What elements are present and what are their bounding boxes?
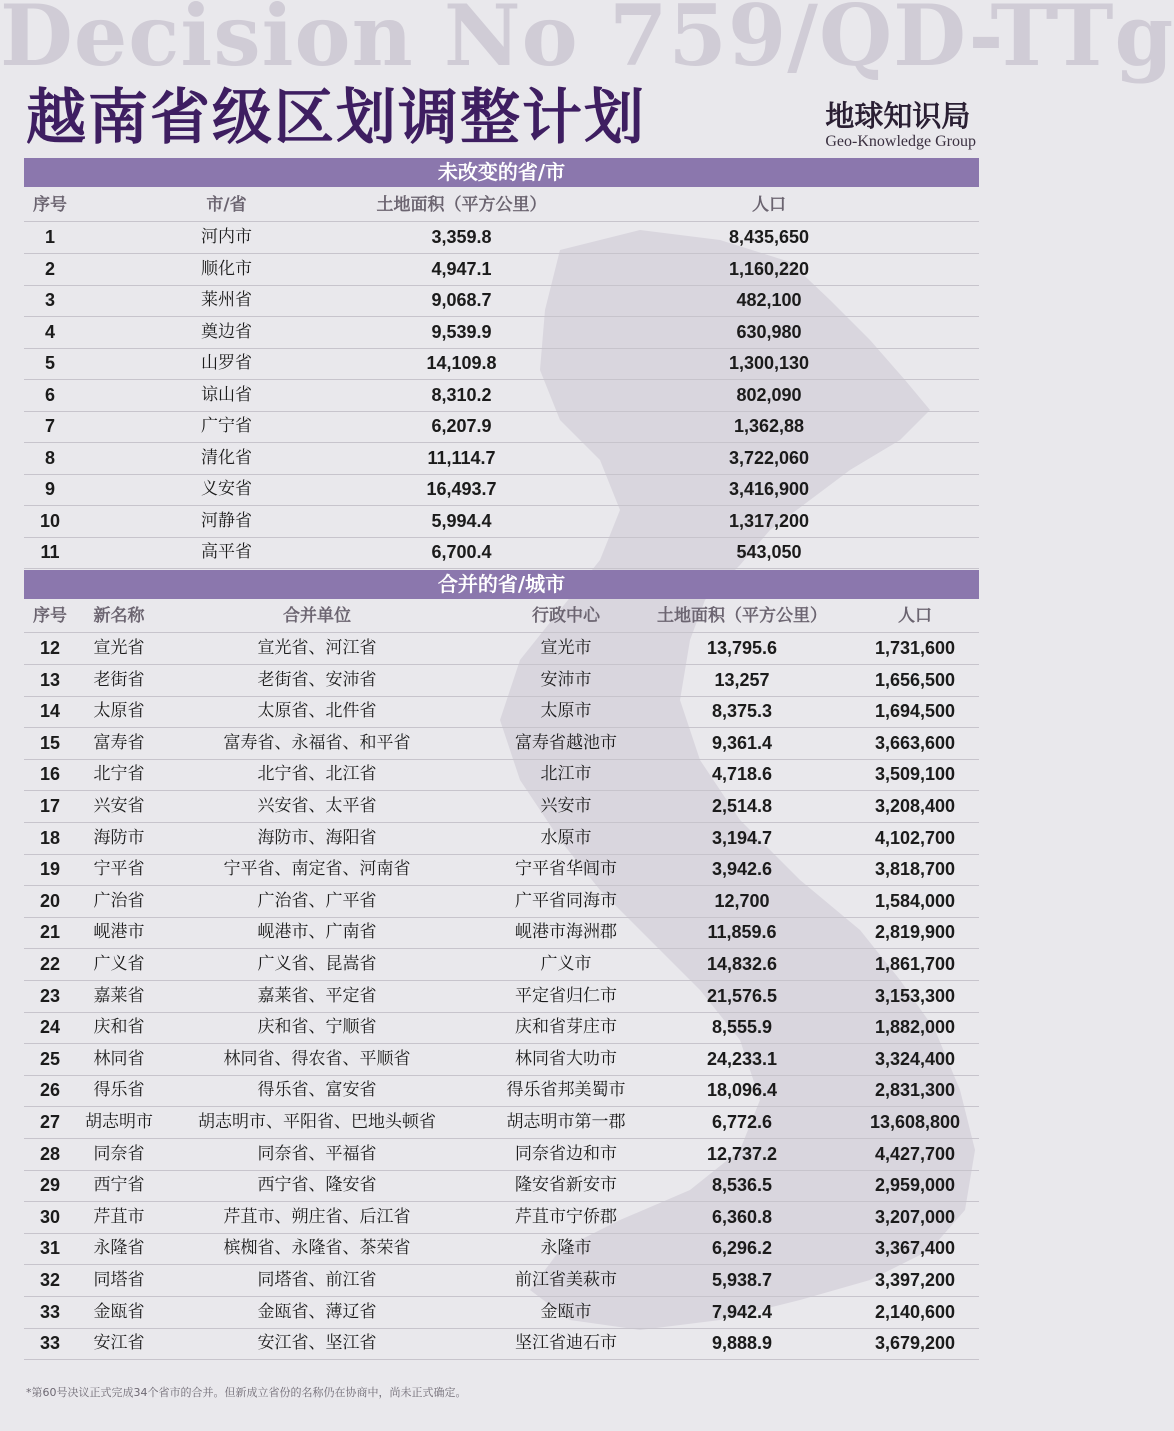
table-row xyxy=(24,1297,979,1329)
table-row xyxy=(24,665,979,697)
cell-population: 1,882,000 xyxy=(874,1017,956,1038)
header-population: 人口 xyxy=(898,606,932,626)
cell-no: 31 xyxy=(39,1238,61,1259)
cell-admin-center: 胡志明市第一郡 xyxy=(506,1112,626,1132)
cell-population: 1,584,000 xyxy=(874,890,956,911)
cell-new-name: 广治省 xyxy=(93,890,145,911)
cell-merged-units: 广义省、昆嵩省 xyxy=(257,954,377,974)
table-row xyxy=(24,696,979,728)
header-no: 序号 xyxy=(33,606,67,626)
cell-admin-center: 宁平省华闾市 xyxy=(515,859,617,880)
cell-no: 25 xyxy=(39,1048,61,1069)
cell-merged-units: 嘉莱省、平定省 xyxy=(257,985,377,1006)
cell-area: 3,194.7 xyxy=(711,827,773,848)
footnote: *第60号决议正式完成34个省市的合并。但新成立省份的名称仍在协商中，尚未正式确定。 xyxy=(26,1386,467,1399)
cell-no: 24 xyxy=(39,1017,61,1038)
cell-population: 3,679,200 xyxy=(874,1333,956,1354)
cell-population: 4,427,700 xyxy=(874,1143,956,1164)
table-header-row xyxy=(24,190,979,222)
cell-merged-units: 得乐省、富安省 xyxy=(257,1080,377,1101)
cell-name: 高平省 xyxy=(201,542,252,562)
cell-admin-center: 平定省归仁市 xyxy=(515,985,617,1006)
cell-area: 14,832.6 xyxy=(706,954,778,974)
table-row xyxy=(24,1233,979,1265)
cell-merged-units: 广治省、广平省 xyxy=(257,890,377,911)
header-no: 序号 xyxy=(33,195,67,215)
page-title: 越南省级区划调整计划 xyxy=(26,83,646,153)
cell-admin-center: 永隆市 xyxy=(540,1238,592,1259)
cell-new-name: 太原省 xyxy=(93,701,145,722)
cell-population: 3,153,300 xyxy=(874,985,956,1006)
cell-no: 3 xyxy=(44,290,55,310)
cell-admin-center: 广平省同海市 xyxy=(515,890,617,911)
cell-area: 18,096.4 xyxy=(706,1080,778,1101)
cell-merged-units: 胡志明市、平阳省、巴地头顿省 xyxy=(198,1112,436,1132)
cell-population: 3,416,900 xyxy=(728,479,810,499)
table-row xyxy=(24,633,979,665)
cell-new-name: 同塔省 xyxy=(93,1270,145,1290)
decision-number-watermark: Decision No 759/QD-TTg xyxy=(0,0,1174,85)
cell-admin-center: 太原市 xyxy=(540,701,592,722)
cell-new-name: 广义省 xyxy=(93,954,145,974)
cell-name: 山罗省 xyxy=(201,353,252,373)
cell-new-name: 得乐省 xyxy=(93,1080,145,1101)
cell-population: 8,435,650 xyxy=(728,227,810,247)
cell-merged-units: 富寿省、永福省、和平省 xyxy=(223,732,411,753)
cell-merged-units: 同奈省、平福省 xyxy=(257,1143,377,1164)
cell-no: 12 xyxy=(39,638,61,658)
cell-admin-center: 安沛市 xyxy=(540,669,592,690)
cell-no: 28 xyxy=(39,1143,61,1164)
cell-area: 8,310.2 xyxy=(431,384,492,405)
cell-population: 3,207,000 xyxy=(874,1206,956,1227)
table-row xyxy=(24,1170,979,1202)
section-banner-merged: 合并的省/城市 xyxy=(24,570,979,599)
cell-name: 谅山省 xyxy=(201,384,252,405)
cell-population: 482,100 xyxy=(736,290,802,310)
cell-merged-units: 宣光省、河江省 xyxy=(257,638,377,658)
cell-population: 1,317,200 xyxy=(728,510,810,531)
table-row xyxy=(24,348,979,380)
cell-population: 1,861,700 xyxy=(874,954,956,974)
cell-new-name: 芹苴市 xyxy=(93,1206,145,1227)
table-row xyxy=(24,1107,979,1139)
brand-name-en: Geo-Knowledge Group xyxy=(825,133,976,150)
cell-area: 2,514.8 xyxy=(711,796,773,816)
table-row xyxy=(24,474,979,506)
header-merged-units: 合并单位 xyxy=(283,606,351,626)
section-banner-unchanged: 未改变的省/市 xyxy=(24,158,979,187)
cell-merged-units: 西宁省、隆安省 xyxy=(257,1175,377,1196)
cell-population: 4,102,700 xyxy=(874,827,956,848)
header-new-name: 新名称 xyxy=(93,606,145,626)
cell-area: 6,700.4 xyxy=(431,542,492,562)
cell-name: 河内市 xyxy=(201,227,252,247)
table-row xyxy=(24,1075,979,1107)
cell-no: 19 xyxy=(39,859,61,880)
cell-area: 6,207.9 xyxy=(431,416,492,436)
table-row xyxy=(24,537,979,569)
cell-merged-units: 庆和省、宁顺省 xyxy=(257,1017,377,1038)
cell-area: 7,942.4 xyxy=(711,1301,773,1322)
cell-area: 6,772.6 xyxy=(711,1112,773,1132)
cell-area: 4,947.1 xyxy=(431,258,492,279)
cell-merged-units: 海防市、海阳省 xyxy=(257,827,377,848)
cell-no: 13 xyxy=(39,669,61,690)
cell-admin-center: 庆和省芽庄市 xyxy=(515,1017,617,1038)
cell-no: 9 xyxy=(44,479,55,499)
cell-new-name: 富寿省 xyxy=(93,732,145,753)
table-row xyxy=(24,949,979,981)
cell-population: 1,300,130 xyxy=(728,353,810,373)
cell-admin-center: 宣光市 xyxy=(540,638,592,658)
header-name: 市/省 xyxy=(206,195,247,215)
cell-population: 1,362,88 xyxy=(733,416,805,436)
cell-area: 9,068.7 xyxy=(431,290,492,310)
cell-area: 16,493.7 xyxy=(426,479,497,499)
cell-admin-center: 坚江省迪石市 xyxy=(515,1333,617,1354)
table-row xyxy=(24,411,979,443)
cell-new-name: 北宁省 xyxy=(93,764,145,785)
cell-new-name: 嘉莱省 xyxy=(93,985,145,1006)
cell-new-name: 宣光省 xyxy=(93,638,145,658)
cell-name: 广宁省 xyxy=(201,416,252,436)
cell-admin-center: 水原市 xyxy=(540,827,592,848)
cell-no: 7 xyxy=(44,416,55,436)
cell-merged-units: 同塔省、前江省 xyxy=(257,1270,377,1290)
cell-merged-units: 太原省、北件省 xyxy=(257,701,377,722)
cell-merged-units: 兴安省、太平省 xyxy=(257,796,377,816)
cell-new-name: 西宁省 xyxy=(93,1175,145,1196)
table-row xyxy=(24,285,979,317)
cell-population: 3,663,600 xyxy=(874,732,956,753)
cell-population: 1,731,600 xyxy=(874,638,956,658)
cell-population: 1,656,500 xyxy=(874,669,956,690)
cell-admin-center: 北江市 xyxy=(540,764,592,785)
cell-area: 9,888.9 xyxy=(711,1333,773,1354)
cell-area: 21,576.5 xyxy=(706,985,778,1006)
cell-area: 14,109.8 xyxy=(426,353,497,373)
cell-admin-center: 金瓯市 xyxy=(540,1301,592,1322)
header-area: 土地面积（平方公里） xyxy=(376,195,547,215)
cell-area: 3,942.6 xyxy=(711,859,773,880)
cell-no: 8 xyxy=(44,447,55,468)
cell-no: 29 xyxy=(39,1175,61,1196)
cell-merged-units: 北宁省、北江省 xyxy=(257,764,377,785)
table-row xyxy=(24,917,979,949)
cell-new-name: 海防市 xyxy=(93,827,145,848)
cell-no: 18 xyxy=(39,827,61,848)
cell-population: 1,160,220 xyxy=(728,258,810,279)
cell-admin-center: 兴安市 xyxy=(540,796,592,816)
cell-no: 32 xyxy=(39,1270,61,1290)
cell-merged-units: 金瓯省、薄辽省 xyxy=(257,1301,377,1322)
cell-merged-units: 芹苴市、朔庄省、后江省 xyxy=(223,1206,411,1227)
cell-no: 16 xyxy=(39,764,61,785)
table-row xyxy=(24,254,979,286)
cell-area: 6,296.2 xyxy=(711,1238,773,1259)
header-area: 土地面积（平方公里） xyxy=(657,606,827,626)
cell-admin-center: 富寿省越池市 xyxy=(515,732,617,753)
cell-admin-center: 岘港市海洲郡 xyxy=(515,922,617,943)
cell-area: 9,361.4 xyxy=(711,732,773,753)
cell-admin-center: 广义市 xyxy=(540,954,592,974)
cell-no: 15 xyxy=(39,732,61,753)
cell-no: 2 xyxy=(44,258,55,279)
cell-no: 23 xyxy=(39,985,61,1006)
cell-area: 4,718.6 xyxy=(711,764,773,785)
cell-no: 33 xyxy=(39,1333,61,1354)
table-header-row xyxy=(24,601,979,633)
cell-no: 26 xyxy=(39,1080,61,1101)
cell-merged-units: 林同省、得农省、平顺省 xyxy=(223,1048,411,1069)
cell-population: 3,324,400 xyxy=(874,1048,956,1069)
cell-no: 21 xyxy=(39,922,61,943)
cell-name: 奠边省 xyxy=(201,321,252,342)
cell-no: 33 xyxy=(39,1301,61,1322)
cell-area: 3,359.8 xyxy=(431,227,492,247)
cell-population: 2,140,600 xyxy=(874,1301,956,1322)
cell-no: 14 xyxy=(39,701,61,722)
cell-name: 河静省 xyxy=(201,510,252,531)
cell-admin-center: 得乐省邦美蜀市 xyxy=(506,1080,626,1101)
cell-no: 10 xyxy=(39,510,61,531)
cell-area: 8,375.3 xyxy=(711,701,773,722)
cell-no: 17 xyxy=(39,796,61,816)
cell-area: 8,536.5 xyxy=(711,1175,773,1196)
cell-population: 3,722,060 xyxy=(728,447,810,468)
table-row xyxy=(24,443,979,475)
table-row xyxy=(24,1265,979,1297)
cell-name: 义安省 xyxy=(201,479,252,499)
cell-new-name: 宁平省 xyxy=(93,859,145,880)
cell-area: 13,257 xyxy=(714,669,770,690)
table-row xyxy=(24,380,979,412)
cell-name: 莱州省 xyxy=(201,290,252,310)
cell-no: 22 xyxy=(39,954,61,974)
table-row xyxy=(24,1012,979,1044)
cell-no: 11 xyxy=(40,542,60,562)
cell-area: 12,700 xyxy=(714,890,770,911)
table-row xyxy=(24,1044,979,1076)
cell-area: 5,994.4 xyxy=(431,510,492,531)
cell-population: 802,090 xyxy=(736,384,802,405)
cell-no: 1 xyxy=(44,227,55,247)
cell-name: 清化省 xyxy=(201,447,252,468)
cell-no: 30 xyxy=(39,1206,61,1227)
cell-merged-units: 安江省、坚江省 xyxy=(257,1333,377,1354)
cell-population: 3,397,200 xyxy=(874,1270,956,1290)
cell-merged-units: 岘港市、广南省 xyxy=(257,922,377,943)
table-row xyxy=(24,728,979,760)
cell-area: 24,233.1 xyxy=(706,1048,778,1069)
cell-population: 3,367,400 xyxy=(874,1238,956,1259)
table-row xyxy=(24,886,979,918)
cell-admin-center: 前江省美萩市 xyxy=(515,1270,617,1290)
cell-population: 3,509,100 xyxy=(874,764,956,785)
cell-admin-center: 隆安省新安市 xyxy=(515,1175,617,1196)
table-row xyxy=(24,823,979,855)
cell-population: 2,959,000 xyxy=(874,1175,956,1196)
cell-area: 6,360.8 xyxy=(711,1206,773,1227)
cell-no: 6 xyxy=(44,384,55,405)
table-row xyxy=(24,854,979,886)
cell-population: 2,819,900 xyxy=(874,922,956,943)
cell-merged-units: 槟椥省、永隆省、茶荣省 xyxy=(223,1238,411,1259)
cell-area: 8,555.9 xyxy=(711,1017,773,1038)
brand-logo xyxy=(825,94,976,151)
cell-area: 12,737.2 xyxy=(706,1143,778,1164)
cell-merged-units: 老街省、安沛省 xyxy=(257,669,377,690)
table-row xyxy=(24,1139,979,1171)
table-row xyxy=(24,317,979,349)
header-population: 人口 xyxy=(752,195,786,215)
table-row xyxy=(24,222,979,254)
table-row xyxy=(24,506,979,538)
cell-merged-units: 宁平省、南定省、河南省 xyxy=(223,859,411,880)
cell-area: 9,539.9 xyxy=(431,321,492,342)
cell-area: 5,938.7 xyxy=(711,1270,773,1290)
table-row xyxy=(24,791,979,823)
cell-no: 5 xyxy=(44,353,55,373)
table-row xyxy=(24,1328,979,1360)
cell-new-name: 胡志明市 xyxy=(85,1112,153,1132)
cell-population: 13,608,800 xyxy=(869,1112,961,1132)
table-row xyxy=(24,1202,979,1234)
brand-name-cn: 地球知识局 xyxy=(825,99,971,133)
cell-name: 顺化市 xyxy=(201,258,252,279)
table-row xyxy=(24,981,979,1013)
cell-admin-center: 芹苴市宁侨郡 xyxy=(515,1206,617,1227)
cell-no: 27 xyxy=(39,1112,61,1132)
table-row xyxy=(24,759,979,791)
cell-population: 3,818,700 xyxy=(874,859,956,880)
cell-admin-center: 林同省大叻市 xyxy=(515,1048,617,1069)
cell-new-name: 金瓯省 xyxy=(93,1301,145,1322)
cell-population: 3,208,400 xyxy=(874,796,956,816)
cell-admin-center: 同奈省边和市 xyxy=(515,1143,617,1164)
header-admin-center: 行政中心 xyxy=(532,606,600,626)
cell-area: 11,114.7 xyxy=(427,447,496,468)
cell-population: 630,980 xyxy=(736,321,802,342)
cell-new-name: 老街省 xyxy=(93,669,145,690)
cell-no: 20 xyxy=(39,890,61,911)
cell-population: 543,050 xyxy=(736,542,802,562)
cell-new-name: 庆和省 xyxy=(93,1017,145,1038)
cell-no: 4 xyxy=(44,321,55,342)
cell-new-name: 林同省 xyxy=(93,1048,145,1069)
cell-population: 1,694,500 xyxy=(874,701,956,722)
cell-new-name: 兴安省 xyxy=(93,796,145,816)
cell-area: 13,795.6 xyxy=(706,638,778,658)
cell-new-name: 安江省 xyxy=(93,1333,145,1354)
cell-new-name: 岘港市 xyxy=(93,922,145,943)
cell-population: 2,831,300 xyxy=(874,1080,956,1101)
cell-area: 11,859.6 xyxy=(707,922,777,943)
cell-new-name: 永隆省 xyxy=(93,1238,145,1259)
cell-new-name: 同奈省 xyxy=(93,1143,145,1164)
